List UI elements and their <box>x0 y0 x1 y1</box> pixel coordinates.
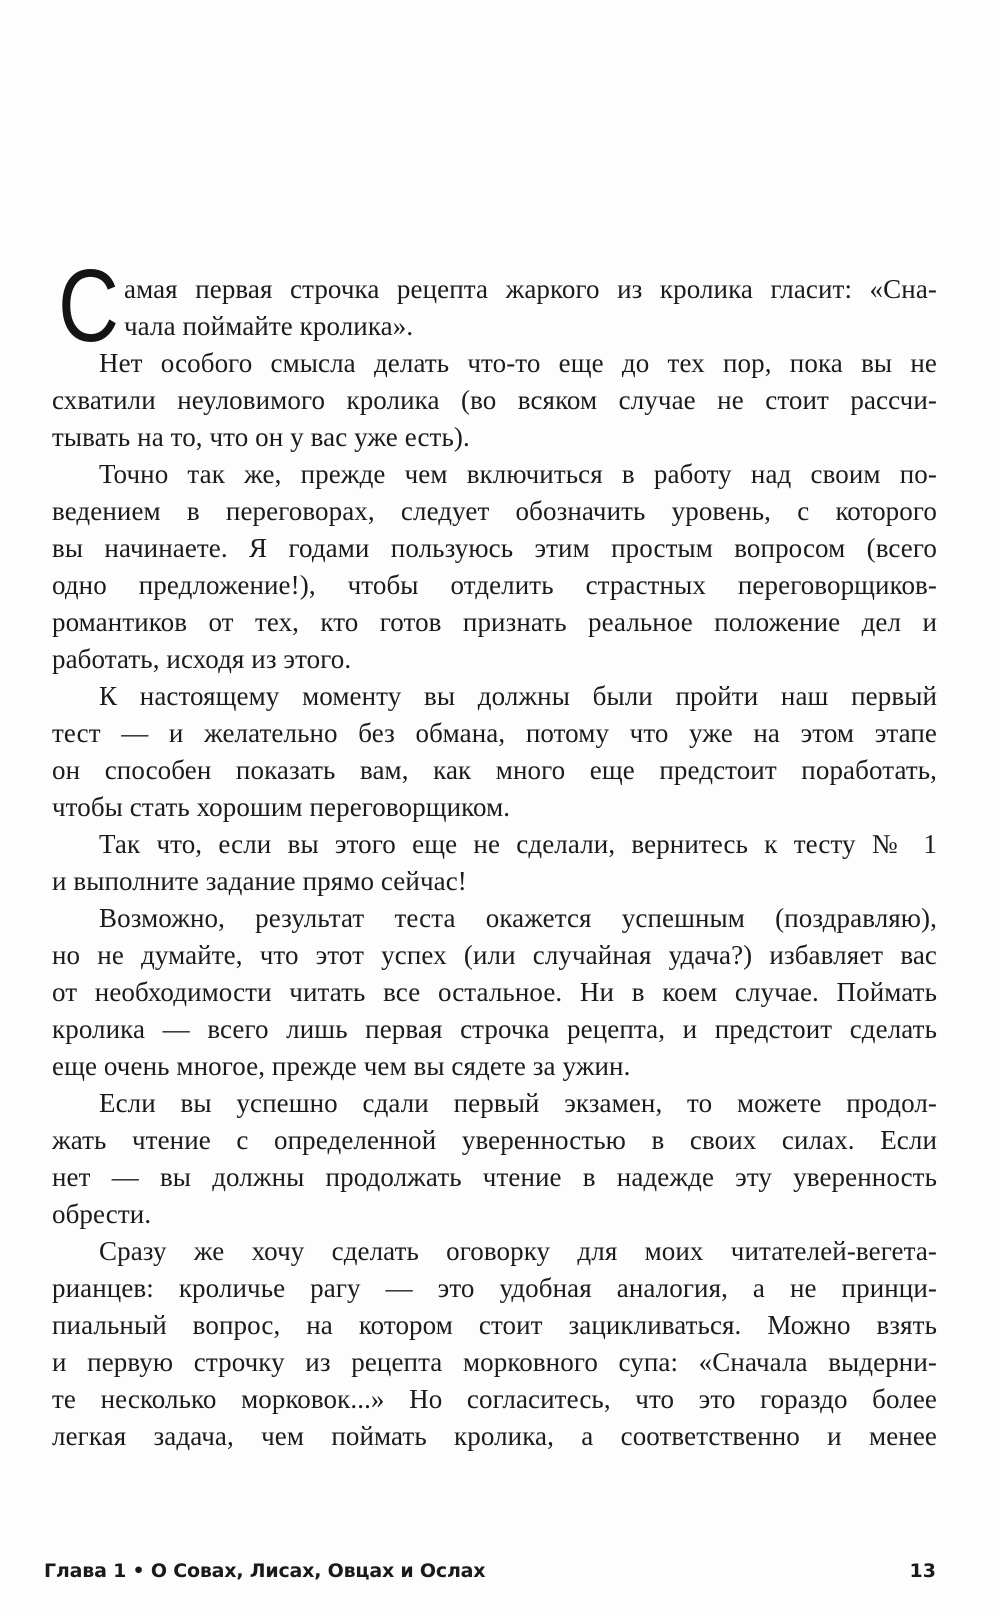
text-line: Точно так же, прежде чем включиться в работу над своим по- <box>99 459 937 489</box>
text-line: пиальный вопрос, на котором стоит зацикливаться. Можно взять <box>52 1310 937 1340</box>
text-line: и выполните задание прямо сейчас! <box>52 866 467 896</box>
drop-cap: С <box>58 248 120 363</box>
text-line: Возможно, результат теста окажется успешным (поздравляю), <box>99 903 937 933</box>
page-footer <box>44 1556 936 1586</box>
text-line: тест — и желательно без обмана, потому что уже на этом этапе <box>52 718 937 748</box>
text-line: К настоящему моменту вы должны были пройти наш первый <box>99 681 937 711</box>
body-text <box>52 271 937 1455</box>
text-line: одно предложение!), чтобы отделить страстных переговорщиков- <box>52 570 937 600</box>
text-line: романтиков от тех, кто готов признать реальное положение дел и <box>52 607 937 637</box>
text-line: но не думайте, что этот успех (или случайная удача?) избавляет вас <box>52 940 937 970</box>
text-line: от необходимости читать все остальное. Ни в коем случае. Поймать <box>52 977 937 1007</box>
text-line: и первую строчку из рецепта морковного супа: «Сначала выдерни- <box>52 1347 937 1377</box>
text-line: рианцев: кроличье рагу — это удобная аналогия, а не принци- <box>52 1273 937 1303</box>
page-number: 13 <box>909 1560 936 1582</box>
text-line: легкая задача, чем поймать кролика, а соответственно и менее <box>52 1421 937 1451</box>
text-line: Так что, если вы этого еще не сделали, вернитесь к тесту № 1 <box>99 829 937 859</box>
text-line: ведением в переговорах, следует обозначить уровень, с которого <box>52 496 937 526</box>
text-line: нет — вы должны продолжать чтение в надежде эту уверенность <box>52 1162 937 1192</box>
text-line: схватили неуловимого кролика (во всяком случае не стоит рассчи- <box>52 385 937 415</box>
text-line: еще очень многое, прежде чем вы сядете за ужин. <box>52 1051 631 1081</box>
text-line: чала поймайте кролика». <box>124 311 414 341</box>
text-line: кролика — всего лишь первая строчка рецепта, и предстоит сделать <box>52 1014 937 1044</box>
text-line: те несколько морковок...» Но согласитесь, что это гораздо более <box>52 1384 937 1414</box>
text-line: Нет особого смысла делать что-то еще до тех пор, пока вы не <box>99 348 937 378</box>
text-line: вы начинаете. Я годами пользуюсь этим простым вопросом (всего <box>52 533 937 563</box>
running-head: Глава 1 • О Совах, Лисах, Овцах и Ослах <box>44 1560 486 1582</box>
text-line: жать чтение с определенной уверенностью в своих силах. Если <box>52 1125 937 1155</box>
text-line: чтобы стать хорошим переговорщиком. <box>52 792 511 822</box>
text-line: работать, исходя из этого. <box>52 644 352 674</box>
text-line: Если вы успешно сдали первый экзамен, то можете продол- <box>99 1088 937 1118</box>
text-line: Сразу же хочу сделать оговорку для моих читателей-вегета- <box>99 1236 937 1266</box>
text-line: амая первая строчка рецепта жаркого из кролика гласит: «Сна- <box>124 274 937 304</box>
text-line: он способен показать вам, как много еще предстоит поработать, <box>52 755 937 785</box>
text-line: обрести. <box>52 1199 152 1229</box>
text-line: тывать на то, что он у вас уже есть). <box>52 422 470 452</box>
